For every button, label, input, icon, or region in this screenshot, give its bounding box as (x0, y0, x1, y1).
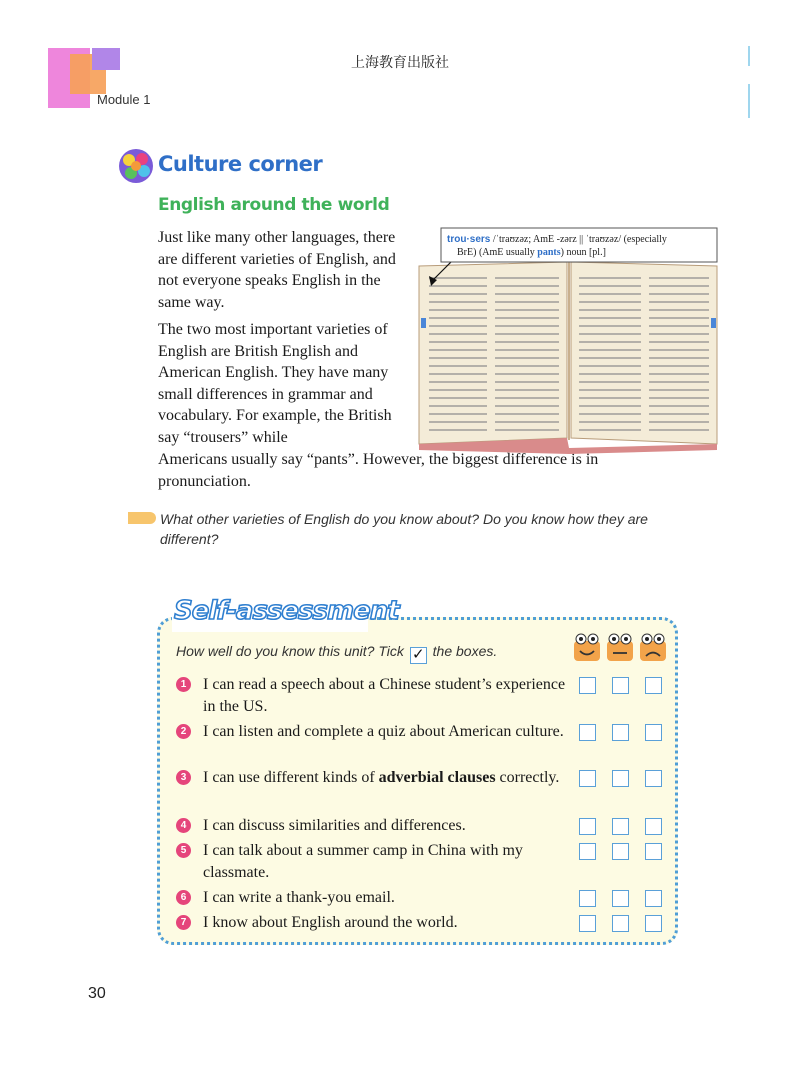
sad-face-icon (639, 632, 667, 662)
item-text-part: I can use different kinds of (203, 769, 379, 786)
rating-boxes (579, 770, 669, 788)
item-text-bold: adverbial clauses (378, 769, 496, 786)
item-number-badge: 6 (176, 890, 191, 905)
item-number-badge: 7 (176, 915, 191, 930)
rating-boxes (579, 915, 669, 933)
rating-checkbox-good[interactable] (579, 770, 596, 787)
paragraph-continuation (158, 449, 658, 492)
rating-boxes (579, 677, 669, 695)
item-number-badge: 3 (176, 770, 191, 785)
rating-checkbox-ok[interactable] (612, 915, 629, 932)
rating-checkbox-good[interactable] (579, 724, 596, 741)
item-text-part: correctly. (495, 769, 560, 786)
rating-checkbox-ok[interactable] (612, 890, 629, 907)
culture-corner-icon (118, 148, 154, 184)
question-tab-marker (128, 512, 156, 524)
rating-checkbox-good[interactable] (579, 890, 596, 907)
item-text: I can write a thank-you email. (203, 889, 395, 906)
culture-corner-title: Culture corner (158, 152, 323, 176)
item-number-badge: 2 (176, 724, 191, 739)
rating-checkbox-poor[interactable] (645, 890, 662, 907)
rating-checkbox-ok[interactable] (612, 724, 629, 741)
instruction-text: the boxes. (432, 643, 498, 659)
neutral-face-icon (606, 632, 634, 662)
rating-boxes (579, 818, 669, 836)
item-text: I can read a speech about a Chinese student’s experience in the US. (203, 676, 566, 715)
rating-checkbox-poor[interactable] (645, 915, 662, 932)
item-text: I can talk about a summer camp in China with my classmate. (203, 842, 523, 881)
instruction-text: How well do you know this unit? Tick (176, 643, 404, 659)
tick-example-box: ✓ (410, 647, 427, 664)
paragraph-varieties: Just like many other languages, there are different varieties of English, and not everyone speaks English in the same way. (158, 229, 396, 311)
rating-boxes (579, 843, 669, 861)
rating-checkbox-ok[interactable] (612, 770, 629, 787)
paragraph-line: Americans usually say “pants”. However, the biggest difference is in (158, 451, 599, 468)
dictionary-illustration (417, 226, 721, 454)
page-number: 30 (88, 985, 106, 1002)
happy-face-icon (573, 632, 601, 662)
rating-checkbox-poor[interactable] (645, 677, 662, 694)
rating-checkbox-ok[interactable] (612, 677, 629, 694)
paragraph-british-american: The two most important varieties of English are British English and American English. They have many small differences in grammar and vocabulary. For example, the British say “trousers” while (158, 321, 392, 446)
rating-checkbox-poor[interactable] (645, 724, 662, 741)
item-text (203, 767, 573, 789)
rating-checkbox-good[interactable] (579, 915, 596, 932)
rating-boxes (579, 724, 669, 742)
item-number-badge: 4 (176, 818, 191, 833)
section-heading: English around the world (158, 195, 390, 215)
self-assessment-title: Self-assessment (174, 596, 399, 626)
item-text: I can listen and complete a quiz about American culture. (203, 723, 564, 740)
page-edge-mark (748, 46, 750, 66)
rating-checkbox-poor[interactable] (645, 843, 662, 860)
discussion-question: What other varieties of English do you know about? Do you know how they are different? (160, 511, 648, 547)
dictionary-entry-line1: trou·sers /ˈtraʊzəz; AmE -zərz || ˈtraʊzəz/ (especially (447, 234, 667, 245)
item-text: I can discuss similarities and differences. (203, 817, 466, 834)
dictionary-entry-line2: BrE) (AmE usually pants) noun [pl.] (457, 247, 606, 258)
page-edge-mark (748, 84, 750, 118)
item-text: I know about English around the world. (203, 914, 458, 931)
rating-checkbox-good[interactable] (579, 843, 596, 860)
item-number-badge: 5 (176, 843, 191, 858)
item-number-badge: 1 (176, 677, 191, 692)
publisher-name: 上海教育出版社 (351, 55, 449, 71)
rating-checkbox-poor[interactable] (645, 818, 662, 835)
rating-checkbox-poor[interactable] (645, 770, 662, 787)
rating-checkbox-good[interactable] (579, 818, 596, 835)
module-label: Module 1 (97, 92, 151, 107)
rating-boxes (579, 890, 669, 908)
rating-checkbox-ok[interactable] (612, 843, 629, 860)
paragraph-line: pronunciation. (158, 472, 251, 490)
rating-checkbox-good[interactable] (579, 677, 596, 694)
rating-checkbox-ok[interactable] (612, 818, 629, 835)
self-assessment-instruction (176, 643, 497, 664)
